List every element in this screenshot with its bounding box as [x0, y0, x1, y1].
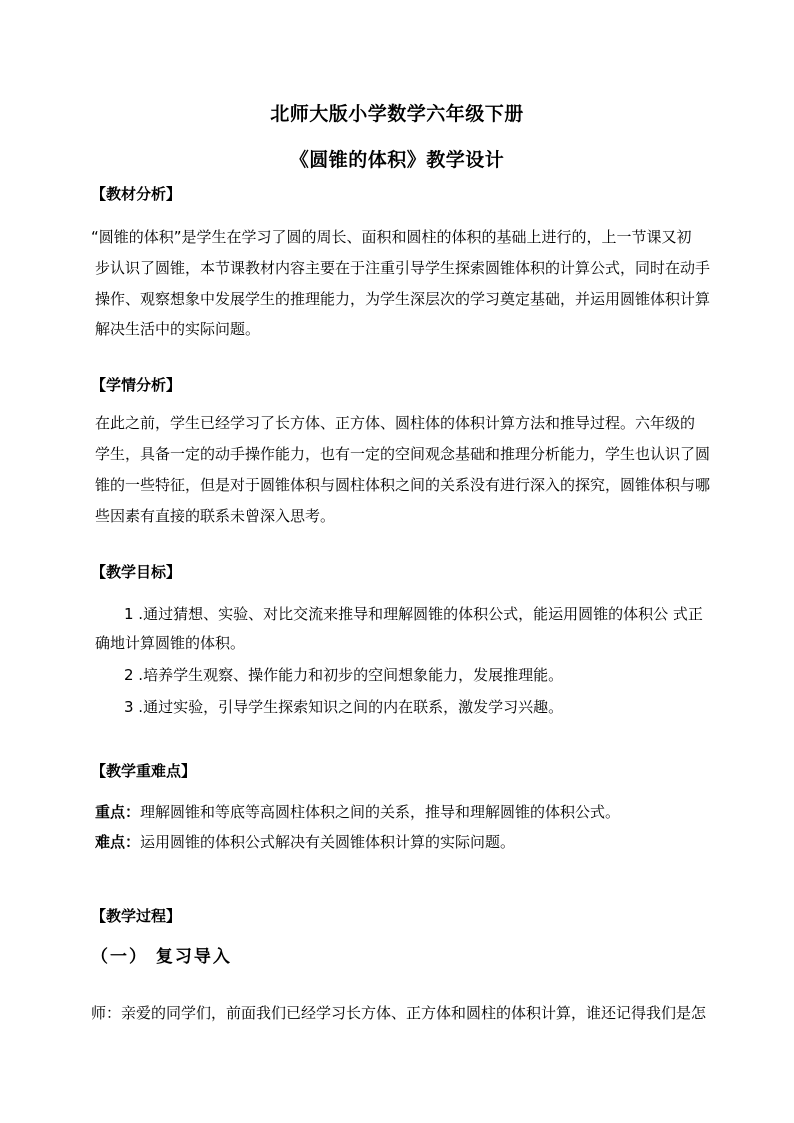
key-point-label: 重点： — [95, 803, 141, 821]
goal-item-3: 3 .通过实验，引导学生探索知识之间的内在联系，激发学习兴趣。 — [124, 698, 564, 716]
process-line-1: 师：亲爱的同学们，前面我们已经学习长方体、正方体和圆柱的体积计算，谁还记得我们是怎 — [91, 1004, 707, 1022]
key-point-line — [95, 801, 620, 822]
sub-heading-review: （一） 复习导入 — [91, 947, 232, 967]
textbook-line-4: 解决生活中的实际问题。 — [95, 320, 261, 338]
goal-item-2: 2 .培养学生观察、操作能力和初步的空间想象能力，发展推理能。 — [124, 666, 564, 684]
heading-student-analysis: 【学情分析】 — [91, 376, 182, 394]
textbook-line-3: 操作、观察想象中发展学生的推理能力，为学生深层次的学习奠定基础，并运用圆锥体积计算 — [95, 290, 711, 308]
key-point-text: 理解圆锥和等底等高圆柱体积之间的关系，推导和理解圆锥的体积公式。 — [140, 803, 621, 821]
document-subtitle: 《圆锥的体积》教学设计 — [289, 149, 505, 171]
students-line-2: 学生，具备一定的动手操作能力，也有一定的空间观念基础和推理分析能力，学生也认识了圆 — [95, 445, 711, 463]
heading-teaching-goals: 【教学目标】 — [91, 563, 182, 581]
goal-item-1: 1 .通过猜想、实验、对比交流来推导和理解圆锥的体积公式，能运用圆锥的体积公 式正 — [124, 605, 703, 623]
students-line-1: 在此之前，学生已经学习了长方体、正方体、圆柱体的体积计算方法和推导过程。六年级的 — [95, 414, 696, 432]
students-line-3: 锥的一些特征，但是对于圆锥体积与圆柱体积之间的关系没有进行深入的探究，圆锥体积与哪 — [95, 476, 711, 494]
heading-textbook-analysis: 【教材分析】 — [91, 185, 182, 203]
difficult-point-line — [95, 831, 515, 852]
difficult-point-text: 运用圆锥的体积公式解决有关圆锥体积计算的实际问题。 — [140, 833, 516, 851]
students-line-4: 些因素有直接的联系未曾深入思考。 — [95, 507, 336, 525]
difficult-point-label: 难点： — [95, 833, 141, 851]
document-title: 北师大版小学数学六年级下册 — [270, 103, 524, 125]
heading-key-difficult-points: 【教学重难点】 — [91, 762, 197, 780]
textbook-line-2: 步认识了圆锥，本节课教材内容主要在于注重引导学生探索圆锥体积的计算公式，同时在动手 — [95, 259, 711, 277]
heading-teaching-process: 【教学过程】 — [91, 907, 182, 925]
goal-item-1-continued: 确地计算圆锥的体积。 — [95, 634, 246, 652]
textbook-line-1: “圆锥的体积”是学生在学习了圆的周长、面积和圆柱的体积的基础上进行的，上一节课又初 — [91, 228, 692, 246]
